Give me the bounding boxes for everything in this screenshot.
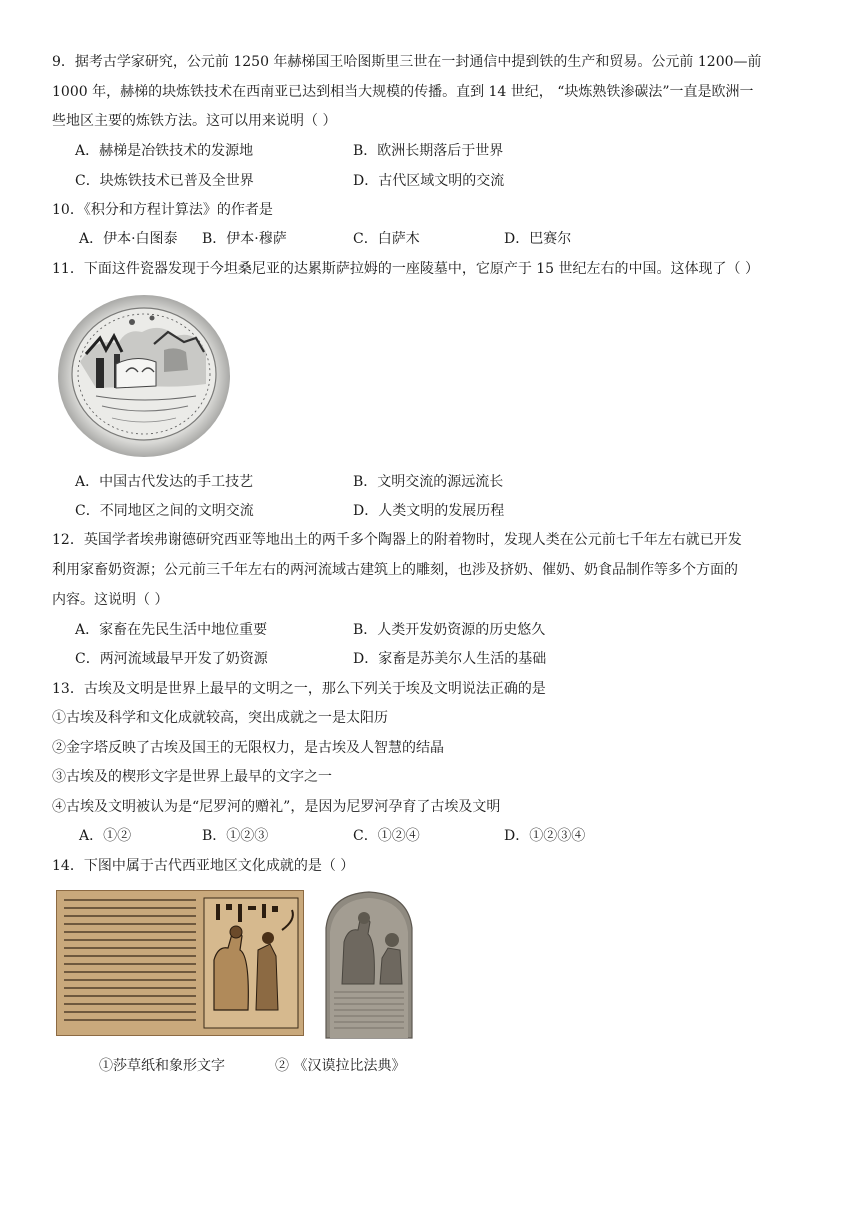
q13-item-4: ④古埃及文明被认为是“尼罗河的赠礼”，是因为尼罗河孕育了古埃及文明 <box>52 799 501 815</box>
q9-option-d[interactable]: D．古代区域文明的交流 <box>353 173 505 189</box>
q9-stem-line-3: 些地区主要的炼铁方法。这可以用来说明（ ） <box>52 113 337 129</box>
q11-option-a[interactable]: A．中国古代发达的手工技艺 <box>75 474 254 490</box>
q12-option-a[interactable]: A．家畜在先民生活中地位重要 <box>75 622 268 638</box>
q10-option-b[interactable]: B．伊本·穆萨 <box>202 231 287 247</box>
q11-option-c[interactable]: C．不同地区之间的文明交流 <box>75 503 254 519</box>
q11-option-b[interactable]: B．文明交流的源远流长 <box>353 474 504 490</box>
q12-option-b[interactable]: B．人类开发奶资源的历史悠久 <box>353 622 546 638</box>
q14-stem: 14．下图中属于古代西亚地区文化成就的是（ ） <box>52 858 355 874</box>
q9-option-b[interactable]: B．欧洲长期落后于世界 <box>353 143 504 159</box>
q10-option-a[interactable]: A．伊本·白图泰 <box>79 231 178 247</box>
q12-option-c[interactable]: C．两河流域最早开发了奶资源 <box>75 651 268 667</box>
papyrus-hieroglyph-image <box>56 890 304 1036</box>
q11-option-d[interactable]: D．人类文明的发展历程 <box>353 503 505 519</box>
q13-item-1: ①古埃及科学和文化成就较高，突出成就之一是太阳历 <box>52 710 388 726</box>
q13-option-a[interactable]: A．①② <box>79 828 132 844</box>
q9-option-a[interactable]: A．赫梯是冶铁技术的发源地 <box>75 143 254 159</box>
hammurabi-caption: ② 《汉谟拉比法典》 <box>275 1058 406 1074</box>
q9-stem-line-1: 9．据考古学家研究，公元前 1250 年赫梯国王哈图斯里三世在一封通信中提到铁的生产和贸易。公元前 1200—前 <box>52 54 762 70</box>
q12-option-d[interactable]: D．家畜是苏美尔人生活的基础 <box>353 651 547 667</box>
q12-stem-line-2: 利用家畜奶资源；公元前三千年左右的两河流域古建筑上的雕刻，也涉及挤奶、催奶、奶食品制作等多个方面的 <box>52 562 738 578</box>
q10-option-d[interactable]: D．巴赛尔 <box>504 231 572 247</box>
q9-option-c[interactable]: C．块炼铁技术已普及全世界 <box>75 173 254 189</box>
q12-stem-line-3: 内容。这说明（ ） <box>52 592 169 608</box>
q13-option-b[interactable]: B．①②③ <box>202 828 269 844</box>
q13-stem: 13．古埃及文明是世界上最早的文明之一，那么下列关于埃及文明说法正确的是 <box>52 681 546 697</box>
porcelain-plate-image <box>56 292 232 460</box>
q13-option-d[interactable]: D．①②③④ <box>504 828 586 844</box>
q12-stem-line-1: 12．英国学者埃弗谢德研究西亚等地出土的两千多个陶器上的附着物时，发现人类在公元前七千年左右就已开发 <box>52 532 742 548</box>
q13-option-c[interactable]: C．①②④ <box>353 828 420 844</box>
q9-stem-line-2: 1000 年，赫梯的块炼铁技术在西南亚已达到相当大规模的传播。直到 14 世纪， “块炼熟铁渗碳法”一直是欧洲一 <box>52 84 754 100</box>
hammurabi-stele-image <box>320 888 418 1040</box>
papyrus-caption: ①莎草纸和象形文字 <box>99 1058 225 1074</box>
q11-stem: 11．下面这件瓷器发现于今坦桑尼亚的达累斯萨拉姆的一座陵墓中，它原产于 15 世纪左右的中国。这体现了（ ） <box>52 261 759 277</box>
q13-item-2: ②金字塔反映了古埃及国王的无限权力，是古埃及人智慧的结晶 <box>52 740 444 756</box>
q10-option-c[interactable]: C．白萨木 <box>353 231 420 247</box>
q13-item-3: ③古埃及的楔形文字是世界上最早的文字之一 <box>52 769 332 785</box>
q10-stem: 10．《积分和方程计算法》的作者是 <box>52 202 273 218</box>
